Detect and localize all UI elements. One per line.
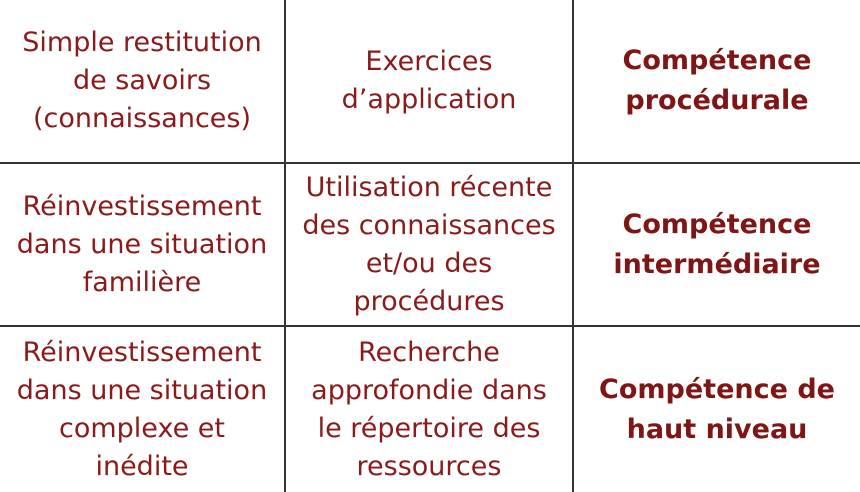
row2-utilisation-cell <box>286 164 572 325</box>
row3-col3-text: Compétence de haut niveau <box>599 373 835 445</box>
row1-restitution-cell <box>0 0 284 162</box>
row2-col1-text: Réinvestissement dans une situation familière <box>16 190 268 298</box>
row1-competence-cell <box>574 0 860 162</box>
row2-col2-text: Utilisation récente des connaissances et/ou des procédures <box>302 171 556 317</box>
row3-competence-cell <box>574 327 860 492</box>
row3-col2-text: Recherche approfondie dans le répertoire des ressources <box>311 336 547 482</box>
row3-reinvestissement-cell <box>0 327 284 492</box>
row3-col1-text: Réinvestissement dans une situation complexe et inédite <box>16 336 268 482</box>
row1-col1-text: Simple restitution de savoirs (connaissances) <box>22 27 262 134</box>
row2-reinvestissement-cell <box>0 164 284 325</box>
row2-col3-text: Compétence intermédiaire <box>613 208 821 280</box>
row3-recherche-cell <box>286 327 572 492</box>
row1-col3-text: Compétence procédurale <box>622 45 812 116</box>
row1-exercices-cell <box>286 0 572 162</box>
row1-col2-text: Exercices d’application <box>341 46 517 115</box>
row2-competence-cell <box>574 164 860 325</box>
